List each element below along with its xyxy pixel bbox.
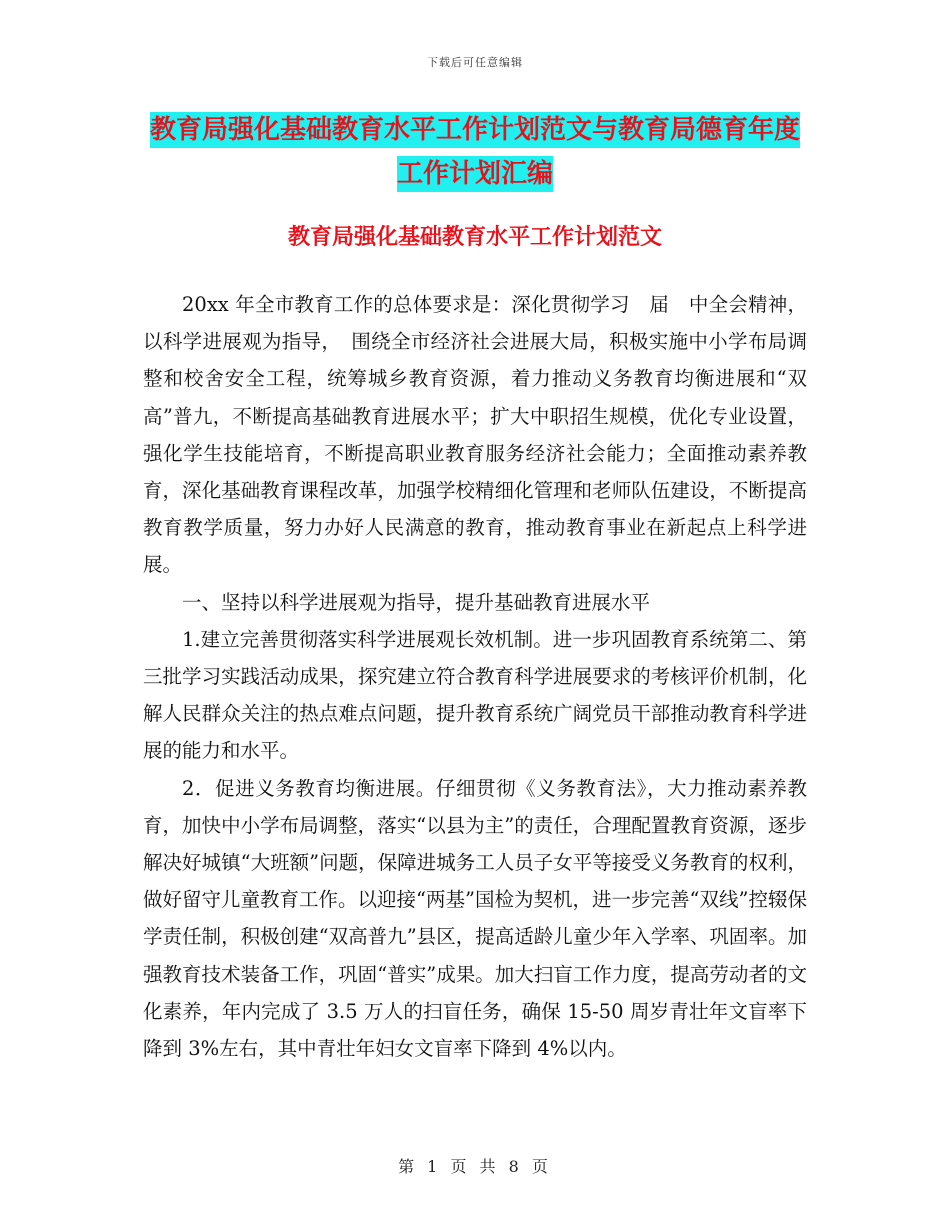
paragraph: 20xx 年全市教育工作的总体要求是：深化贯彻学习 届 中全会精神，以科学进展观为指导， 围绕全市经济社会进展大局，积极实施中小学布局调整和校舍安全工程，统筹城乡教育资源，着力推动义务教育均衡进展和“双高”普九，不断提高基础教育进展水平；扩大中职招生规模，优化专业设置，强化学生技能培育，不断提高职业教育服务经济社会能力；全面推动素养教育，深化基础教育课程改革，加强学校精细化管理和老师队伍建设，不断提高教育教学质量，努力办好人民满意的教育，推动教育事业在新起点上科学进展。 <box>143 293 807 577</box>
page-number: 第 1 页 共 8 页 <box>398 1157 552 1176</box>
paragraph: 1.建立完善贯彻落实科学进展观长效机制。进一步巩固教育系统第二、第三批学习实践活动成果，探究建立符合教育科学进展要求的考核评价机制，化解人民群众关注的热点难点问题，提升教育系统广阔党员干部推动教育科学进展的能力和水平。 <box>143 627 807 763</box>
document-title <box>150 108 800 196</box>
section-title: 教育局强化基础教育水平工作计划范文 <box>287 225 662 250</box>
paragraph: 2．促进义务教育均衡进展。仔细贯彻《义务教育法》，大力推动素养教育，加快中小学布局调整，落实“以县为主”的责任，合理配置教育资源，逐步解决好城镇“大班额”问题，保障进城务工人员子女平等接受义务教育的权利，做好留守儿童教育工作。以迎接“两基”国检为契机，进一步完善“双线”控辍保学责任制，积极创建“双高普九”县区，提高适龄儿童少年入学率、巩固率。加强教育技术装备工作，巩固“普实”成果。加大扫盲工作力度，提高劳动者的文化素养，年内完成了 3.5 万人的扫盲任务，确保 15-50 周岁青壮年文盲率下降到 3%左右，其中青壮年妇女文盲率下降到 4%以内。 <box>143 776 807 1061</box>
title-highlight: 教育局强化基础教育水平工作计划范文与教育局德育年度工作计划汇编 <box>150 112 800 192</box>
paragraph: 一、坚持以科学进展观为指导，提升基础教育进展水平 <box>182 590 651 614</box>
header-note: 下载后可任意编辑 <box>427 56 523 69</box>
document-body <box>143 286 807 1067</box>
